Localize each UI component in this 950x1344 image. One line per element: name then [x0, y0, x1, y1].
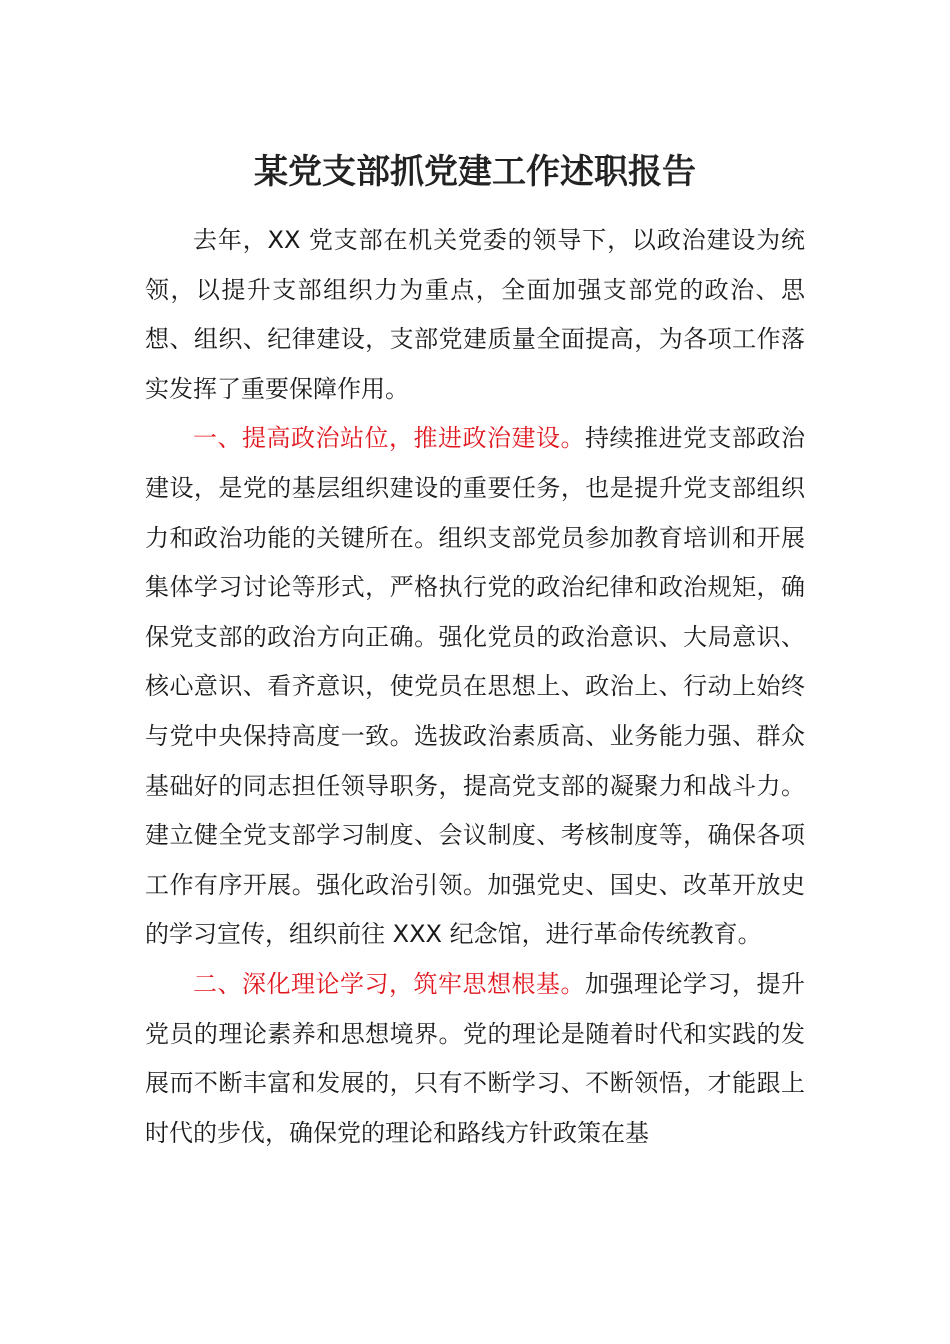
section-2-text: 加强理论学习，提升党员的理论素养和思想境界。党的理论是随着时代和实践的发展而不断丰富和发展的，只有不断学习、不断领悟，才能跟上时代的步伐，确保党的理论和路线方针政策在基 — [145, 969, 805, 1147]
paragraph-intro — [145, 216, 805, 414]
paragraph-intro-text: 去年，XX 党支部在机关党委的领导下，以政治建设为统领，以提升支部组织力为重点，全面加强支部党的政治、思想、组织、纪律建设，支部党建质量全面提高，为各项工作落实发挥了重要保障作用。 — [145, 226, 805, 403]
document-title: 某党支部抓党建工作述职报告 — [254, 152, 696, 192]
document-body — [145, 216, 805, 1158]
paragraph-section-2 — [145, 960, 805, 1158]
section-1-heading: 一、提高政治站位，推进政治建设。 — [193, 424, 585, 453]
section-1-text: 持续推进党支部政治建设，是党的基层组织建设的重要任务，也是提升党支部组织力和政治功能的关键所在。组织支部党员参加教育培训和开展集体学习讨论等形式，严格执行党的政治纪律和政治规矩，确保党支部的政治方向正确。强化党员的政治意识、大局意识、核心意识、看齐意识，使党员在思想上、政治上、行动上始终与党中央保持高度一致。选拔政治素质高、业务能力强、群众基础好的同志担任领导职务，提高党支部的凝聚力和战斗力。建立健全党支部学习制度、会议制度、考核制度等，确保各项工作有序开展。强化政治引领。加强党史、国史、改革开放史的学习宣传，组织前往 XXX 纪念馆，进行革命传统教育。 — [145, 424, 805, 949]
section-2-heading: 二、深化理论学习，筑牢思想根基。 — [193, 969, 585, 998]
paragraph-section-1 — [145, 414, 805, 960]
